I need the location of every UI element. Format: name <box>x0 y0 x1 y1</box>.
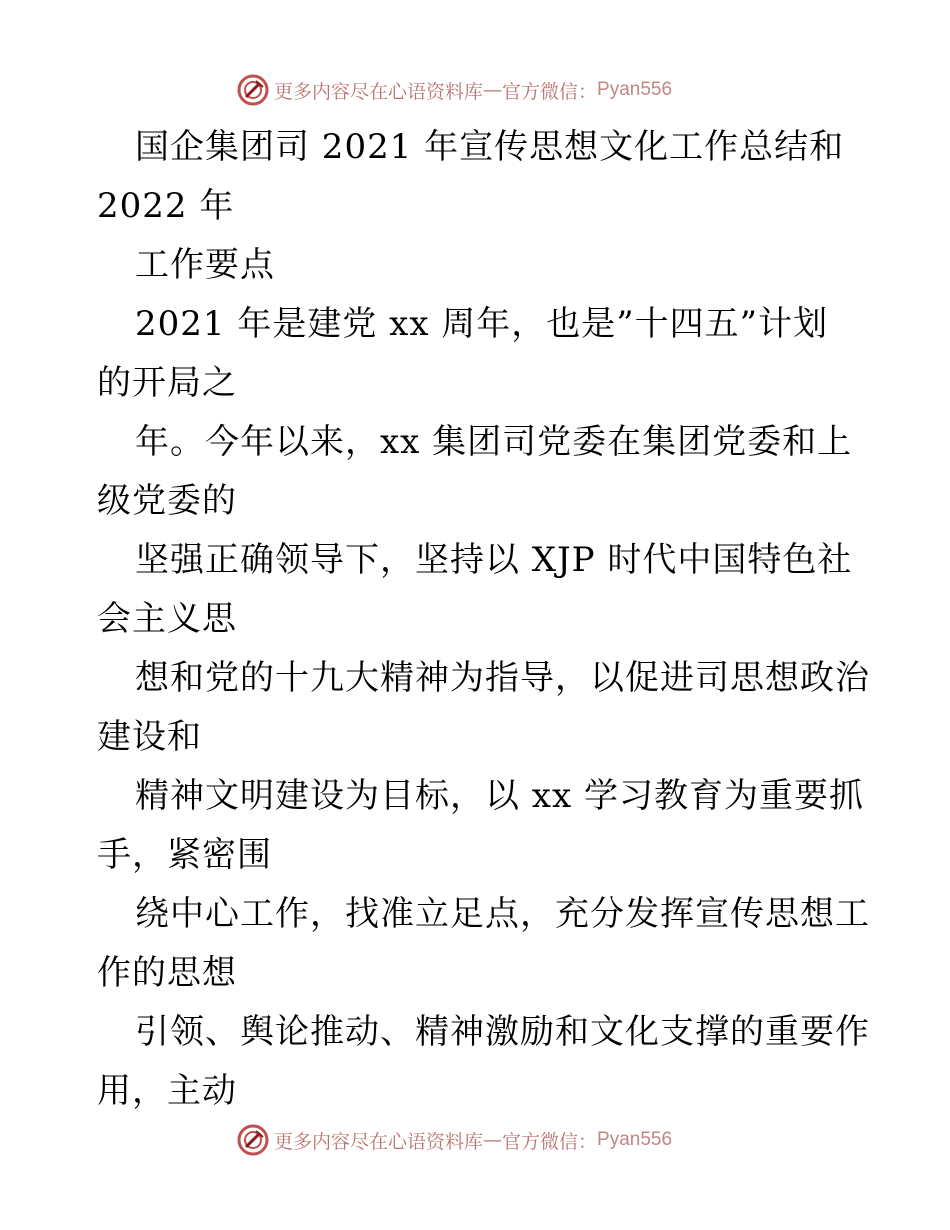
doc-line: 绕中心工作，找准立足点，充分发挥宣传思想工 <box>135 894 870 934</box>
doc-line: 用，主动 <box>97 1071 237 1111</box>
doc-line: 建设和 <box>97 717 202 757</box>
doc-line: 坚强正确领导下，坚持以 XJP 时代中国特色社 <box>135 540 853 580</box>
doc-line: 级党委的 <box>97 481 237 521</box>
doc-line: 年。今年以来，xx 集团司党委在集团党委和上 <box>135 422 853 462</box>
doc-line: 工作要点 <box>135 245 275 285</box>
doc-line: 的开局之 <box>97 363 237 403</box>
doc-line: 精神文明建设为目标，以 xx 学习教育为重要抓 <box>135 776 864 816</box>
doc-line: 2022 年 <box>97 186 235 226</box>
doc-line: 手，紧密围 <box>97 835 272 875</box>
doc-line: 想和党的十九大精神为指导，以促进司思想政治 <box>135 658 870 698</box>
doc-line: 2021 年是建党 xx 周年，也是”十四五”计划 <box>135 304 829 344</box>
doc-line: 引领、舆论推动、精神激励和文化支撑的重要作 <box>135 1012 870 1052</box>
header-watermark <box>236 72 716 108</box>
doc-line: 国企集团司 2021 年宣传思想文化工作总结和 <box>135 127 845 167</box>
document-body <box>97 118 870 1121</box>
seal-logo-icon <box>236 73 270 107</box>
header-wechat-id: Pyan556 <box>597 79 673 100</box>
footer-separator: — <box>483 1129 503 1151</box>
footer-watermark <box>236 1122 716 1158</box>
footer-wechat-label: 官方微信： <box>502 1130 598 1153</box>
doc-line: 作的思想 <box>97 953 237 993</box>
doc-line: 会主义思 <box>97 599 237 639</box>
header-brand-text: 更多内容尽在心语资料库 <box>274 80 484 103</box>
header-wechat-label: 官方微信： <box>502 80 598 103</box>
seal-logo-icon <box>236 1123 270 1157</box>
header-separator: — <box>483 79 503 101</box>
footer-brand-text: 更多内容尽在心语资料库 <box>274 1130 484 1153</box>
footer-wechat-id: Pyan556 <box>597 1129 673 1150</box>
